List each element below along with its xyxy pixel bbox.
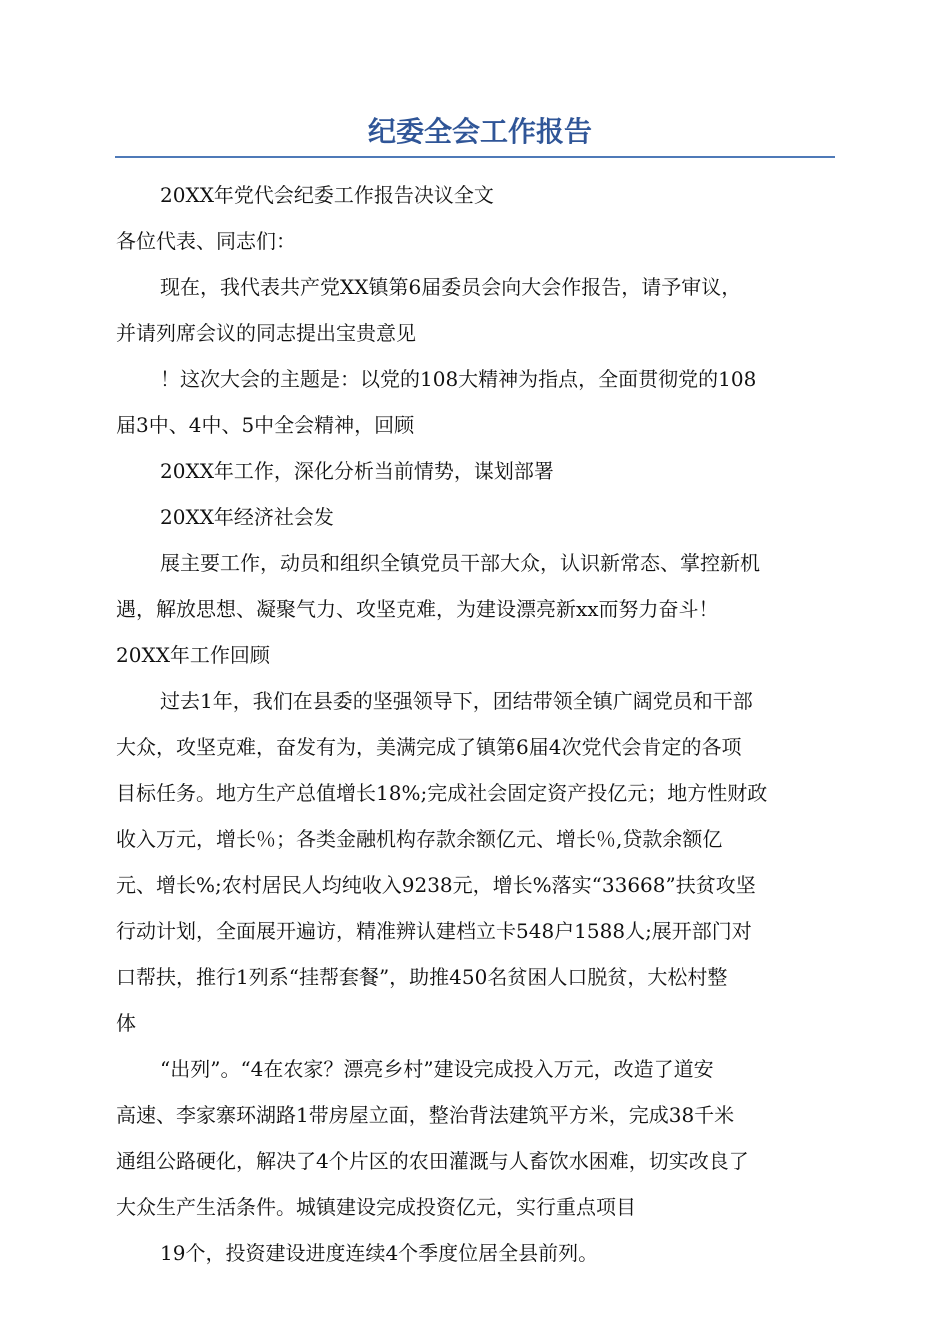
paragraph [116,172,838,218]
paragraph-line: 遇，解放思想、凝聚气力、攻坚克难，为建设漂亮新xx而努力奋斗！ [116,597,719,621]
paragraph-line: 体 [116,1011,136,1035]
paragraph [116,264,838,356]
paragraph-line: 大众，攻坚克难，奋发有为，美满完成了镇第6届4次党代会肯定的各项 [116,735,742,759]
paragraph [116,356,838,448]
report-body [116,172,838,1276]
paragraph [116,540,838,678]
paragraph-line: 高速、李家寨环湖路1带房屋立面，整治背法建筑平方米，完成38千米 [116,1103,735,1127]
paragraph [116,448,838,494]
paragraph-line: 展主要工作，动员和组织全镇党员干部大众，认识新常态、掌控新机 [160,551,760,575]
paragraph-line: 20XX年工作，深化分析当前情势，谋划部署 [160,459,554,483]
paragraph-line: 届3中、4中、5中全会精神，回顾 [116,413,415,437]
paragraph-line: 目标任务。地方生产总值增长18%;完成社会固定资产投亿元；地方性财政 [116,781,768,805]
paragraph [116,218,838,264]
paragraph-line: “出列”。“4在农家？漂亮乡村”建设完成投入万元，改造了道安 [160,1057,714,1081]
paragraph-line: 过去1年，我们在县委的坚强领导下，团结带领全镇广阔党员和干部 [160,689,753,713]
paragraph-line: 现在，我代表共产党XX镇第6届委员会向大会作报告，请予审议， [160,275,742,299]
paragraph-line: 大众生产生活条件。城镇建设完成投资亿元，实行重点项目 [116,1195,636,1219]
paragraph-line: 收入万元，增长％；各类金融机构存款余额亿元、增长％,贷款余额亿 [116,827,723,851]
paragraph-line: 并请列席会议的同志提出宝贵意见 [116,321,416,345]
paragraph-line: 各位代表、同志们： [116,229,296,253]
paragraph-line: 通组公路硬化，解决了4个片区的农田灌溉与人畜饮水困难，切实改良了 [116,1149,749,1173]
paragraph-line: 20XX年经济社会发 [160,505,334,529]
paragraph-line: 行动计划，全面展开遍访，精准辨认建档立卡548户1588人;展开部门对 [116,919,752,943]
title-underline [115,112,835,158]
paragraph-line: 19个，投资建设进度连续4个季度位居全县前列。 [160,1241,599,1265]
paragraph-line: 口帮扶，推行1列系“挂帮套餐”，助推450名贫困人口脱贫，大松村整 [116,965,728,989]
paragraph [116,678,838,1046]
page-title: 纪委全会工作报告 [367,115,592,148]
paragraph-line: 20XX年工作回顾 [116,643,270,667]
paragraph-line: ！这次大会的主题是：以党的108大精神为指点，全面贯彻党的108 [160,367,757,391]
paragraph [116,1230,838,1276]
paragraph [116,1046,838,1230]
paragraph [116,494,838,540]
paragraph-line: 元、增长%;农村居民人均纯收入9238元，增长%落实“33668”扶贫攻坚 [116,873,756,897]
paragraph-line: 20XX年党代会纪委工作报告决议全文 [160,183,494,207]
